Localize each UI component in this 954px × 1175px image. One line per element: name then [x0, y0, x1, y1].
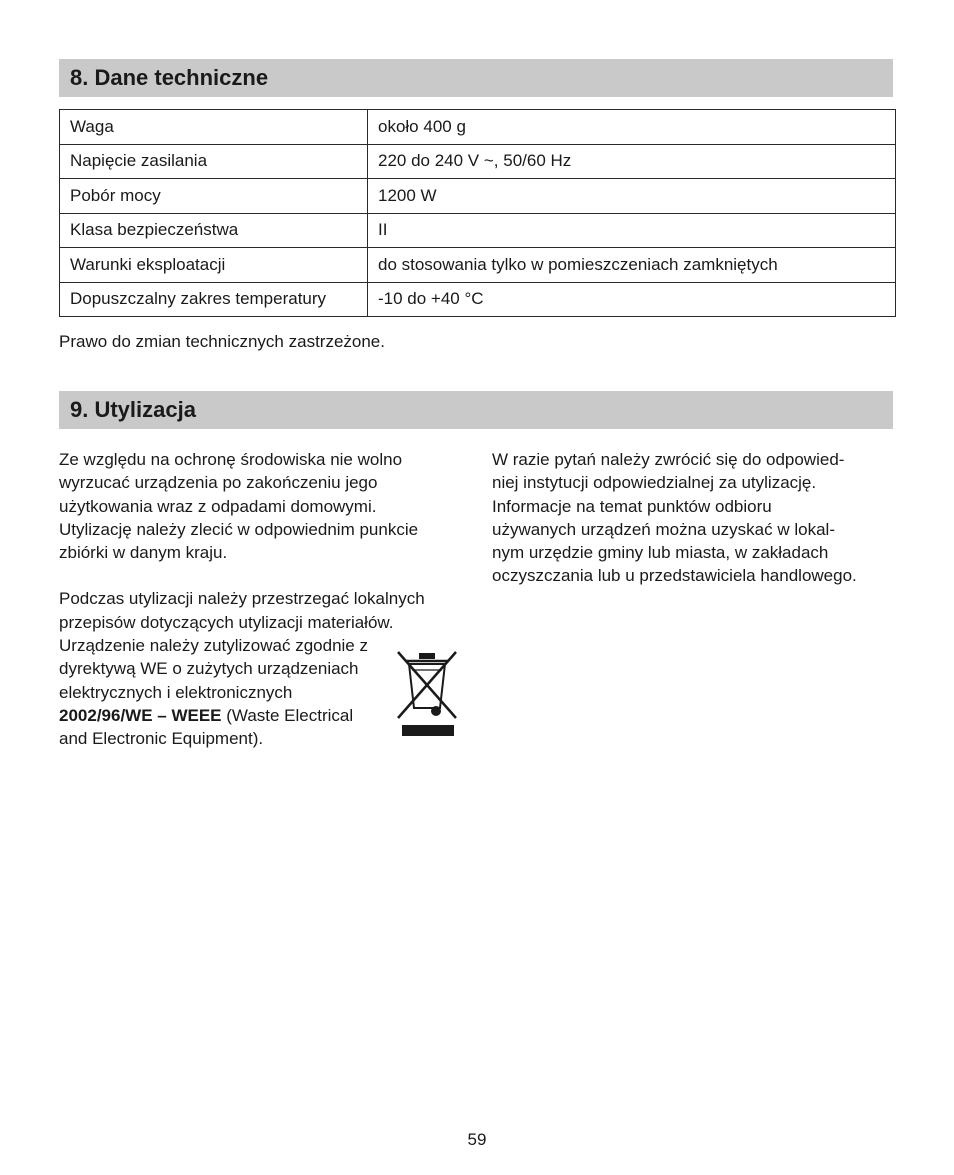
- disposal-right-column: [492, 448, 902, 588]
- spec-value: II: [368, 213, 896, 248]
- crossed-out-wheelie-bin-icon: [392, 648, 462, 738]
- spec-value: około 400 g: [368, 110, 896, 145]
- table-row: [60, 248, 896, 283]
- disposal-contact-paragraph: [492, 448, 902, 588]
- text-line: and Electronic Equipment).: [59, 729, 264, 749]
- spec-label: Pobór mocy: [60, 179, 368, 214]
- spec-label: Napięcie zasilania: [60, 144, 368, 179]
- text-line: Podczas utylizacji należy przestrzegać lokalnych: [59, 589, 425, 609]
- spec-label: Waga: [60, 110, 368, 145]
- text-line: przepisów dotyczących utylizacji materiałów.: [59, 612, 394, 632]
- text-line: niej instytucji odpowiedzialnej za utylizację.: [492, 473, 817, 493]
- text-line: używanych urządzeń można uzyskać w lokal-: [492, 519, 835, 539]
- text-line: Ze względu na ochronę środowiska nie wolno: [59, 450, 403, 469]
- spec-value: 1200 W: [368, 179, 896, 214]
- text-line: (Waste Electrical: [221, 705, 354, 725]
- spec-label: Klasa bezpieczeństwa: [60, 213, 368, 248]
- spec-label: Dopuszczalny zakres temperatury: [60, 282, 368, 317]
- text-line: użytkowania wraz z odpadami domowymi.: [59, 496, 377, 516]
- technical-data-table: [59, 109, 896, 317]
- text-line: oczyszczania lub u przedstawiciela handlowego.: [492, 566, 857, 586]
- text-line: Urządzenie należy zutylizować zgodnie z: [59, 636, 368, 656]
- section-9-header: [59, 391, 893, 429]
- section-8-title: 8. Dane techniczne: [70, 65, 269, 90]
- table-row: [60, 213, 896, 248]
- text-line: dyrektywą WE o zużytych urządzeniach: [59, 659, 359, 679]
- text-line: nym urzędzie gminy lub miasta, w zakładach: [492, 543, 829, 563]
- text-line: elektrycznych i elektronicznych: [59, 682, 293, 702]
- spec-value: -10 do +40 °C: [368, 282, 896, 317]
- table-row: [60, 179, 896, 214]
- weee-directive-code: 2002/96/WE – WEEE: [59, 705, 222, 725]
- text-line: Utylizację należy zlecić w odpowiednim punkcie: [59, 519, 419, 539]
- section-8-header: [59, 59, 893, 97]
- section-9-title: 9. Utylizacja: [70, 397, 196, 422]
- table-row: [60, 110, 896, 145]
- spec-value: 220 do 240 V ~, 50/60 Hz: [368, 144, 896, 179]
- text-line: wyrzucać urządzenia po zakończeniu jego: [59, 473, 378, 493]
- text-line: zbiórki w danym kraju.: [59, 543, 228, 563]
- spec-value: do stosowania tylko w pomieszczeniach zamkniętych: [368, 248, 896, 283]
- page-number: 59: [467, 1130, 487, 1149]
- table-row: [60, 282, 896, 317]
- disposal-paragraph-1: [59, 448, 469, 564]
- spec-label: Warunki eksploatacji: [60, 248, 368, 283]
- text-line: Informacje na temat punktów odbioru: [492, 496, 772, 516]
- technical-changes-note: Prawo do zmian technicznych zastrzeżone.: [59, 332, 385, 351]
- table-row: [60, 144, 896, 179]
- text-line: W razie pytań należy zwrócić się do odpowied-: [492, 450, 845, 469]
